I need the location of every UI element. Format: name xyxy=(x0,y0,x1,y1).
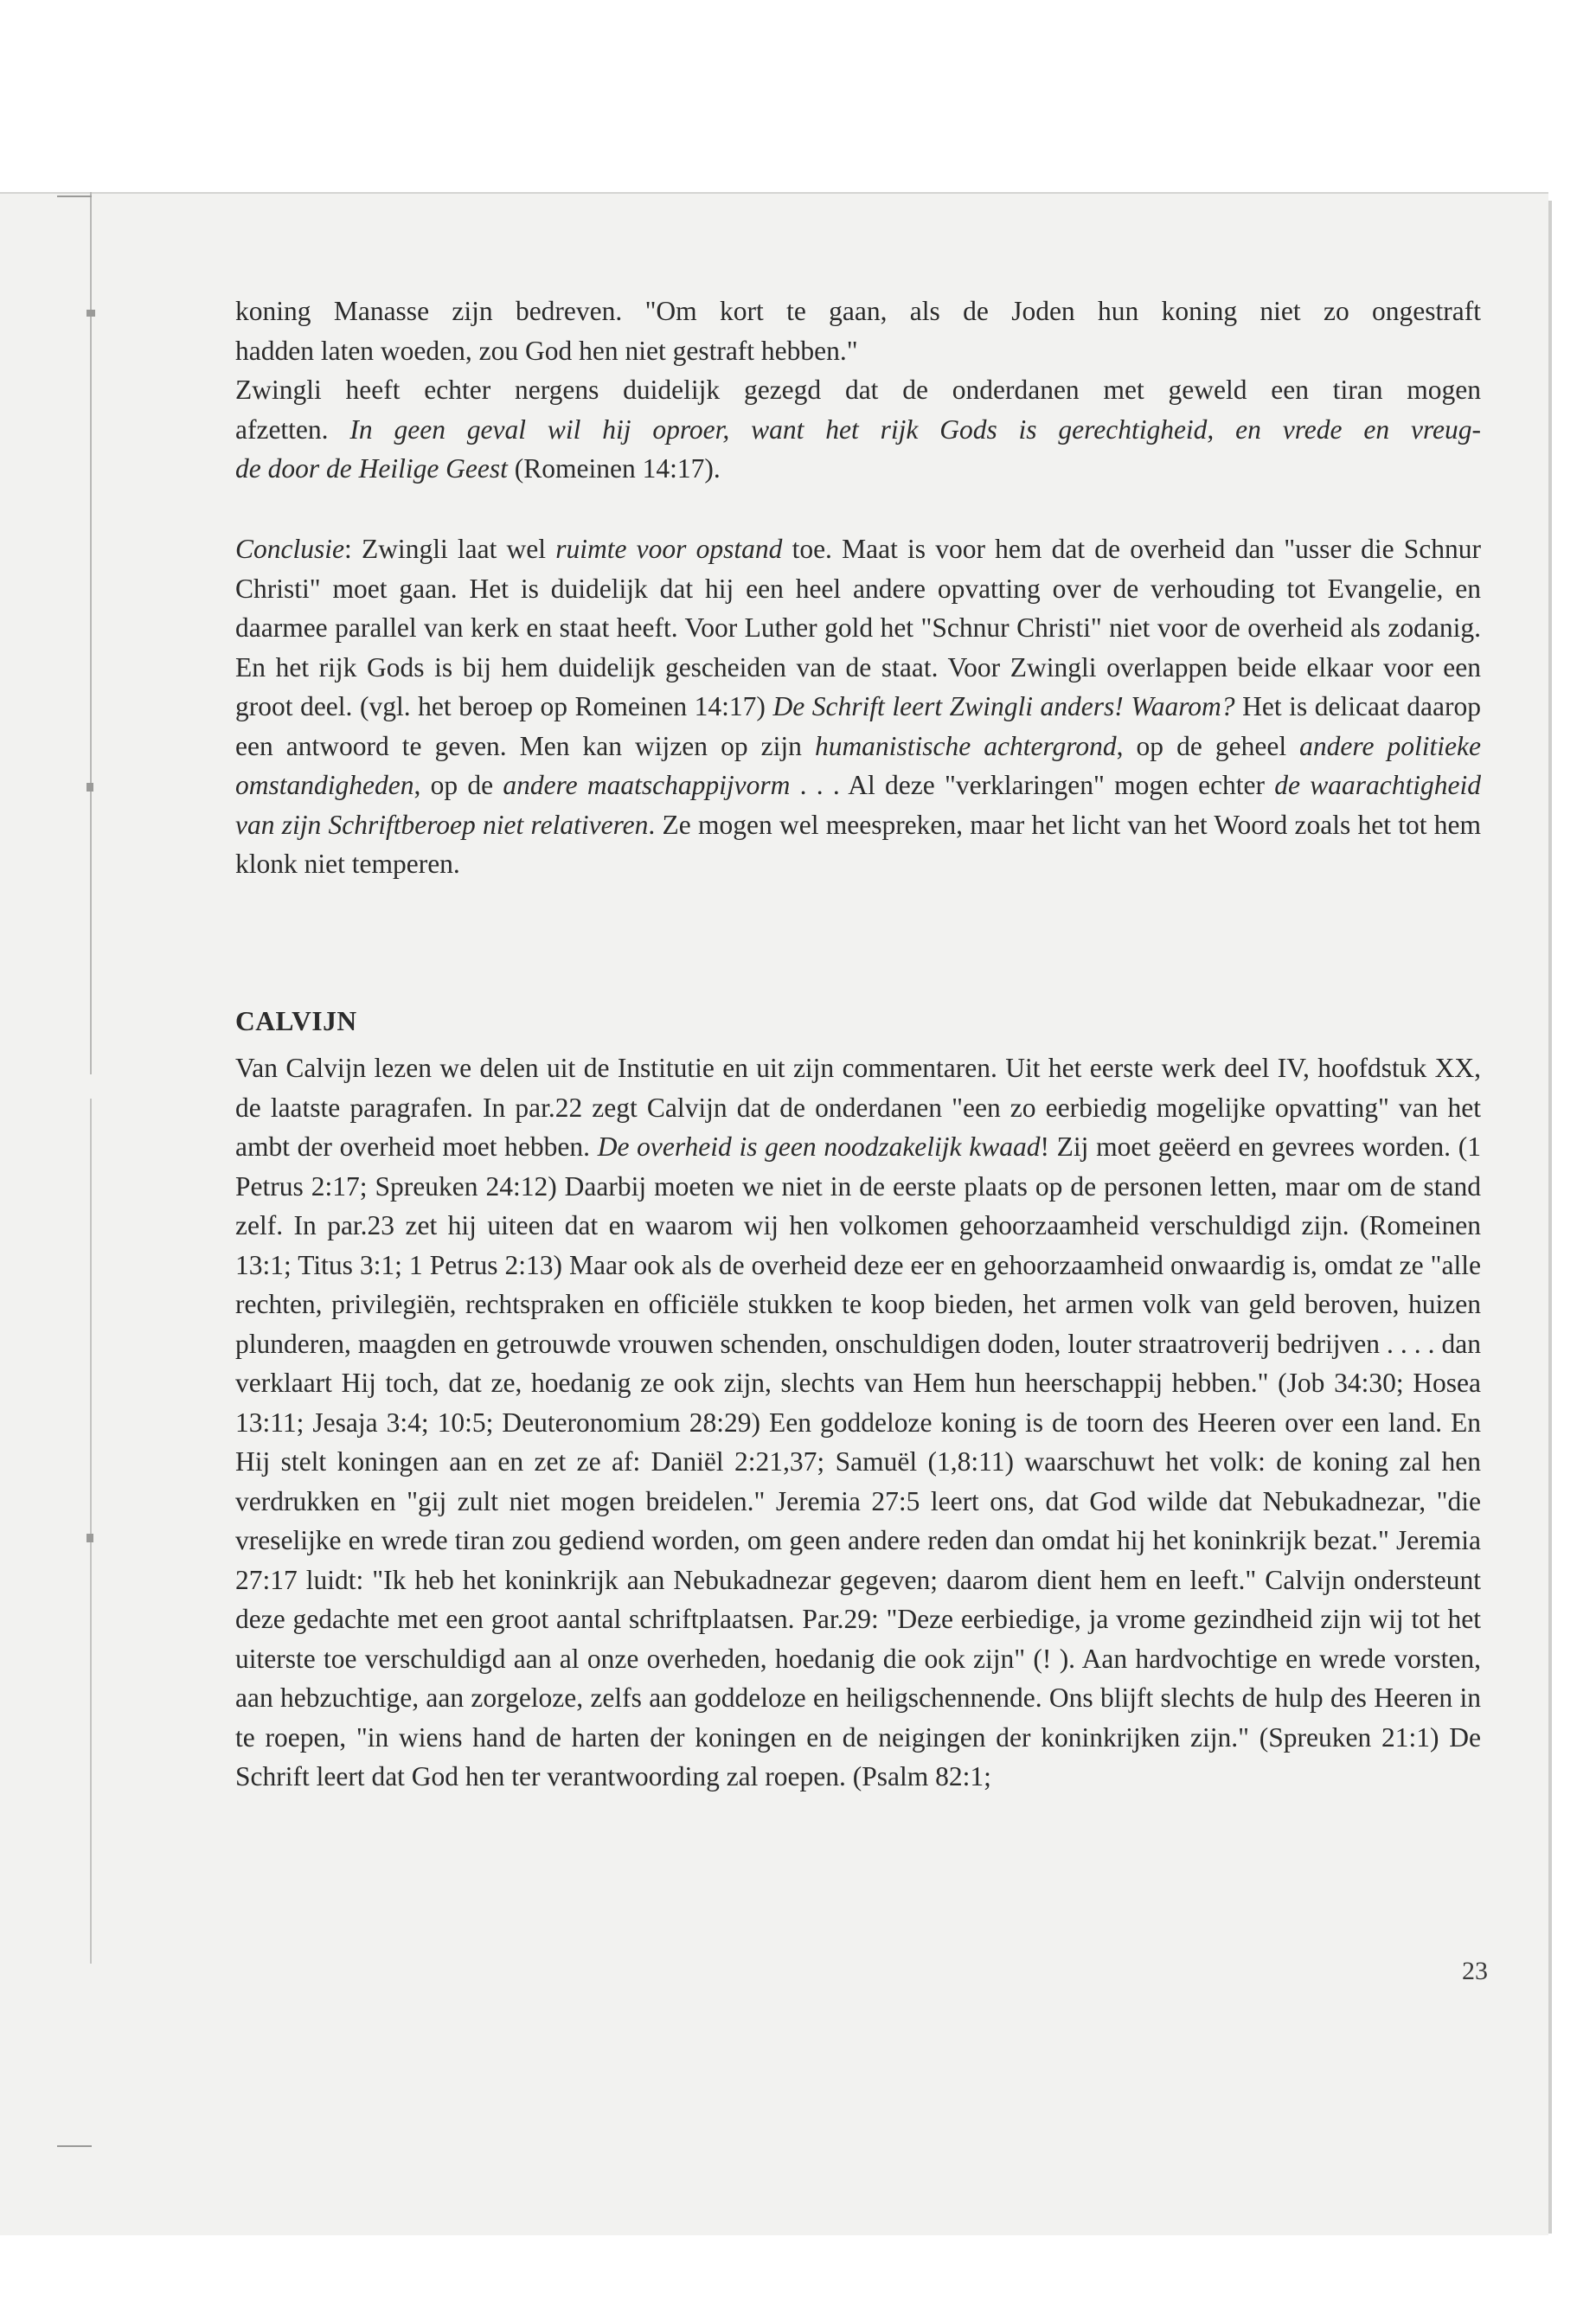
zwingli-paragraph xyxy=(235,292,1481,489)
gutter-mark xyxy=(87,1534,93,1542)
text-run: afzetten. xyxy=(235,413,350,445)
conclusion-paragraph xyxy=(235,529,1481,884)
gutter-mark xyxy=(87,310,95,317)
paragraph xyxy=(235,1048,1481,1797)
emphasis-text: humanistische achtergrond xyxy=(814,730,1117,761)
text-line: koning Manasse zijn bedreven. "Om kort te gaan, als de Joden hun koning niet zo ongestraft xyxy=(235,296,1481,326)
text-line xyxy=(235,449,1481,489)
calvijn-paragraph xyxy=(235,1048,1481,1797)
text-run: , op de geheel xyxy=(1116,730,1300,761)
emphasis-text: de door de Heilige Geest xyxy=(235,453,508,484)
emphasis-text: De Schrift leert Zwingli anders! Waarom? xyxy=(772,691,1235,721)
gutter-line-bottom xyxy=(90,1099,92,1964)
emphasis-text: andere politieke omstandigheden xyxy=(235,730,1481,800)
emphasis-text: In geen geval wil hij oproer, want het rijk Gods is gerechtigheid, en vrede en vreug- xyxy=(349,413,1481,445)
gutter-mark xyxy=(87,783,93,792)
text-run: : Zwingli laat wel xyxy=(344,534,556,564)
text-run: toe. Maat is voor hem dat de overheid dan "usser die Schnur Christi" moet gaan. Het is duidelijk dat hij een heel andere opvatting over de verhouding tot Evangelie, en daarmee parallel van kerk en staat heeft. Voor Luther gold het "Schnur Christi" niet voor de overheid als zodanig. En het rijk Gods is bij hem duidelijk gescheiden van de staat. Voor Zwingli overlappen beide elkaar voor een groot deel. (vgl. het beroep op Romeinen 14:17) xyxy=(235,534,1481,721)
text-run: (Romeinen 14:17). xyxy=(507,453,721,484)
emphasis-text: De overheid is geen noodzakelijk kwaad xyxy=(597,1131,1041,1162)
text-line xyxy=(235,410,1481,450)
conclusion-label: Conclusie xyxy=(235,534,344,564)
section-heading: CALVIJN xyxy=(235,1006,357,1036)
emphasis-text: de waarachtigheid van zijn Schriftberoep niet relativeren xyxy=(235,770,1481,840)
text-line: Zwingli heeft echter nergens duidelijk gezegd dat de onderdanen met geweld een tiran mogen xyxy=(235,375,1481,405)
page-edge xyxy=(1548,201,1552,2234)
gutter-mark xyxy=(57,195,92,197)
text-run: ! Zij moet geëerd en gevrees worden. (1 Petrus 2:17; Spreuken 24:12) Daarbij moeten we niet in de eerste plaats op de personen letten, maar om de stand zelf. In par.23 zet hij uiteen dat en waarom wij hen volkomen gehoorzaamheid verschuldigd zijn. (Romeinen 13:1; Titus 3:1; 1 Petrus 2:13) Maar ook als de overheid deze eer en gehoorzaamheid onwaardig is, omdat ze "alle rechten, privilegiën, rechtspraken en officiële stukken te koop bieden, het armen volk van geld beroven, huizen plunderen, maagden en getrouwde vrouwen schenden, onschuldigen doden, louter straatroverij bedrijven . . . . dan verklaart Hij toch, dat ze, hoedanig ze ook zijn, slechts van Hem hun heerschappij hebben." (Job 34:30; Hosea 13:11; Jesaja 3:4; 10:5; Deuteronomium 28:29) Een goddeloze koning is de toorn des Heeren over een land. En Hij stelt koningen aan en zet ze af: Daniël 2:21,37; Samuël (1,8:11) waarschuwt het volk: de koning zal hen verdrukken en "gij zult niet mogen breidelen." Jeremia 27:5 leert ons, dat God wilde dat Nebukadnezar, "die vreselijke en wrede tiran zou gediend worden, om geen andere reden dan omdat hij het koninkrijk bezat." Jeremia 27:17 luidt: "Ik heb het koninkrijk aan Nebukadnezar gegeven; daarom dient hem en leeft." Calvijn ondersteunt deze gedachte met een groot aantal schriftplaatsen. Par.29: "Deze eerbiedige, ja vrome gezindheid zijn wij tot het uiterste toe verschuldigd aan al onze overheden, hoedanig die ook zijn" (! ). Aan hardvochtige en wrede vorsten, aan hebzuchtige, aan zorgeloze, zelfs aan goddeloze en heiligschennende. Ons blijft slechts de hulp des Heeren in te roepen, "in wiens hand de harten der koningen en de neigingen der koninkrijken zijn." (Spreuken 21:1) De Schrift leert dat God hen ter verantwoording zal roepen. (Psalm 82:1; xyxy=(235,1131,1481,1791)
emphasis-text: ruimte voor opstand xyxy=(555,534,783,564)
gutter-line-top xyxy=(90,192,92,1074)
text-run: Van Calvijn lezen we delen uit de Institutie en uit zijn commentaren. Uit het eerste werk deel IV, hoofdstuk XX, de laatste paragrafen. In par.22 zegt Calvijn dat de onderdanen "een zo eerbiedig mogelijke opvatting" van het ambt der overheid moet hebben. xyxy=(235,1053,1481,1162)
text-run: Het is delicaat daarop een antwoord te geven. Men kan wijzen op zijn xyxy=(235,691,1481,761)
paragraph xyxy=(235,529,1481,884)
text-run: . Ze mogen wel meespreken, maar het licht van het Woord zoals het tot hem klonk niet temperen. xyxy=(235,809,1482,879)
emphasis-text: andere maatschappijvorm xyxy=(503,770,791,800)
text-run: , op de xyxy=(413,770,503,800)
gutter-mark xyxy=(57,2145,92,2147)
text-line: hadden laten woeden, zou God hen niet gestraft hebben." xyxy=(235,335,858,366)
page-number: 23 xyxy=(1462,1957,1488,1985)
text-run: . . . Al deze "verklaringen" mogen echter xyxy=(790,770,1275,800)
